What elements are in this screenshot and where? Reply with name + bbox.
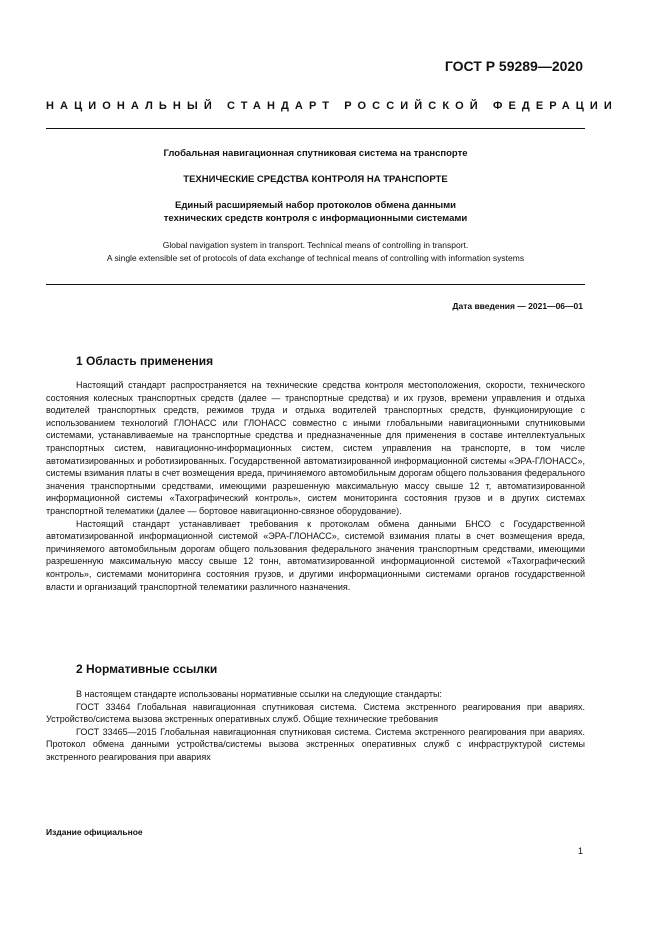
title-line-3a: Единый расширяемый набор протоколов обмена данными [175,200,456,211]
document-number: ГОСТ Р 59289—2020 [444,58,583,74]
english-title-line-1: Global navigation system in transport. Technical means of controlling in transport. [162,240,469,250]
page-number: 1 [577,846,583,856]
section-1-paragraph-2: Настоящий стандарт устанавливает требования к протоколам обмена данными БНСО с Государственной автоматизированной информационной системой «ЭРА-ГЛОНАСС», системой взимания платы в счет возмещения вреда, причиняемого автомобильным дорогам общего пользования федерального значения транспортным средствами, имеющими разрешенную максимальную массу свыше 12 тонн, автоматизированной информационной системой «Тахографический контроль», системами мониторинга состояния грузов, и другими информационными системами органов государственной власти и организаций транспортной телематики различного назначения. [46,518,585,592]
section-1-heading: 1 Область применения [76,354,214,368]
title-line-3 [46,200,585,225]
title-line-1: Глобальная навигационная спутниковая система на транспорте [163,148,468,159]
national-standard-heading: НАЦИОНАЛЬНЫЙ СТАНДАРТ РОССИЙСКОЙ ФЕДЕРАЦИИ [46,100,618,112]
section-2-body [46,688,585,764]
title-line-3b: технических средств контроля с информационными системами [163,212,468,224]
reference-gost-33464: ГОСТ 33464 Глобальная навигационная спутниковая система. Система экстренного реагирования при авариях. Устройство/система вызова экстренных оперативных служб. Общие технические требования [46,701,585,725]
section-1-paragraph-1: Настоящий стандарт распространяется на технические средства контроля местоположения, скорости, технического состояния колесных транспортных средств (далее — транспортные средства) и их грузов, времени управления и отдыха водителей транспортных средств, режимов труда и отдыха водителей транспортных средств, функционирующие с использованием технологий ГЛОНАСС или ГЛОНАСС совместно с иными глобальными навигационными спутниковыми системами, устанавливаемые на транспортные средства и предназначенные для применения в составе интеллектуальных транспортных систем, навигационно-информационных систем, систем управления на транспорте, в том числе автоматизированных и роботизированных. Государственной автоматизированной информационной системы «ЭРА-ГЛОНАСС», системы взимания платы в счет возмещения вреда, причиняемого автомобильным дорогам общего пользования федерального значения транспортными средствами, имеющими разрешенную максимальную массу свыше 12 т, автоматизированной информационной системы «Тахографический контроль», систем мониторинга состояния грузов и в других системах транспортной телематики (далее — бортовое навигационно-связное оборудование). [46,380,585,516]
section-2-paragraph-1: В настоящем стандарте использованы нормативные ссылки на следующие стандарты: [76,689,442,699]
section-1-body [46,379,585,593]
english-title-line-2: A single extensible set of protocols of data exchange of technical means of controlling with information systems [106,252,525,263]
title-divider [46,284,585,285]
reference-gost-33465: ГОСТ 33465—2015 Глобальная навигационная спутниковая система. Система экстренного реагирования при авариях. Протокол обмена данными устройства/системы вызова экстренных оперативных служб с инфраструктурой системы экстренного реагирования при авариях [46,726,585,762]
section-2-heading: 2 Нормативные ссылки [76,662,218,676]
title-line-2: ТЕХНИЧЕСКИЕ СРЕДСТВА КОНТРОЛЯ НА ТРАНСПОРТЕ [183,174,448,185]
top-divider [46,128,585,129]
english-title [46,239,585,264]
official-edition-label: Издание официальное [46,827,143,837]
introduction-date: Дата введения — 2021—06—01 [452,301,583,311]
